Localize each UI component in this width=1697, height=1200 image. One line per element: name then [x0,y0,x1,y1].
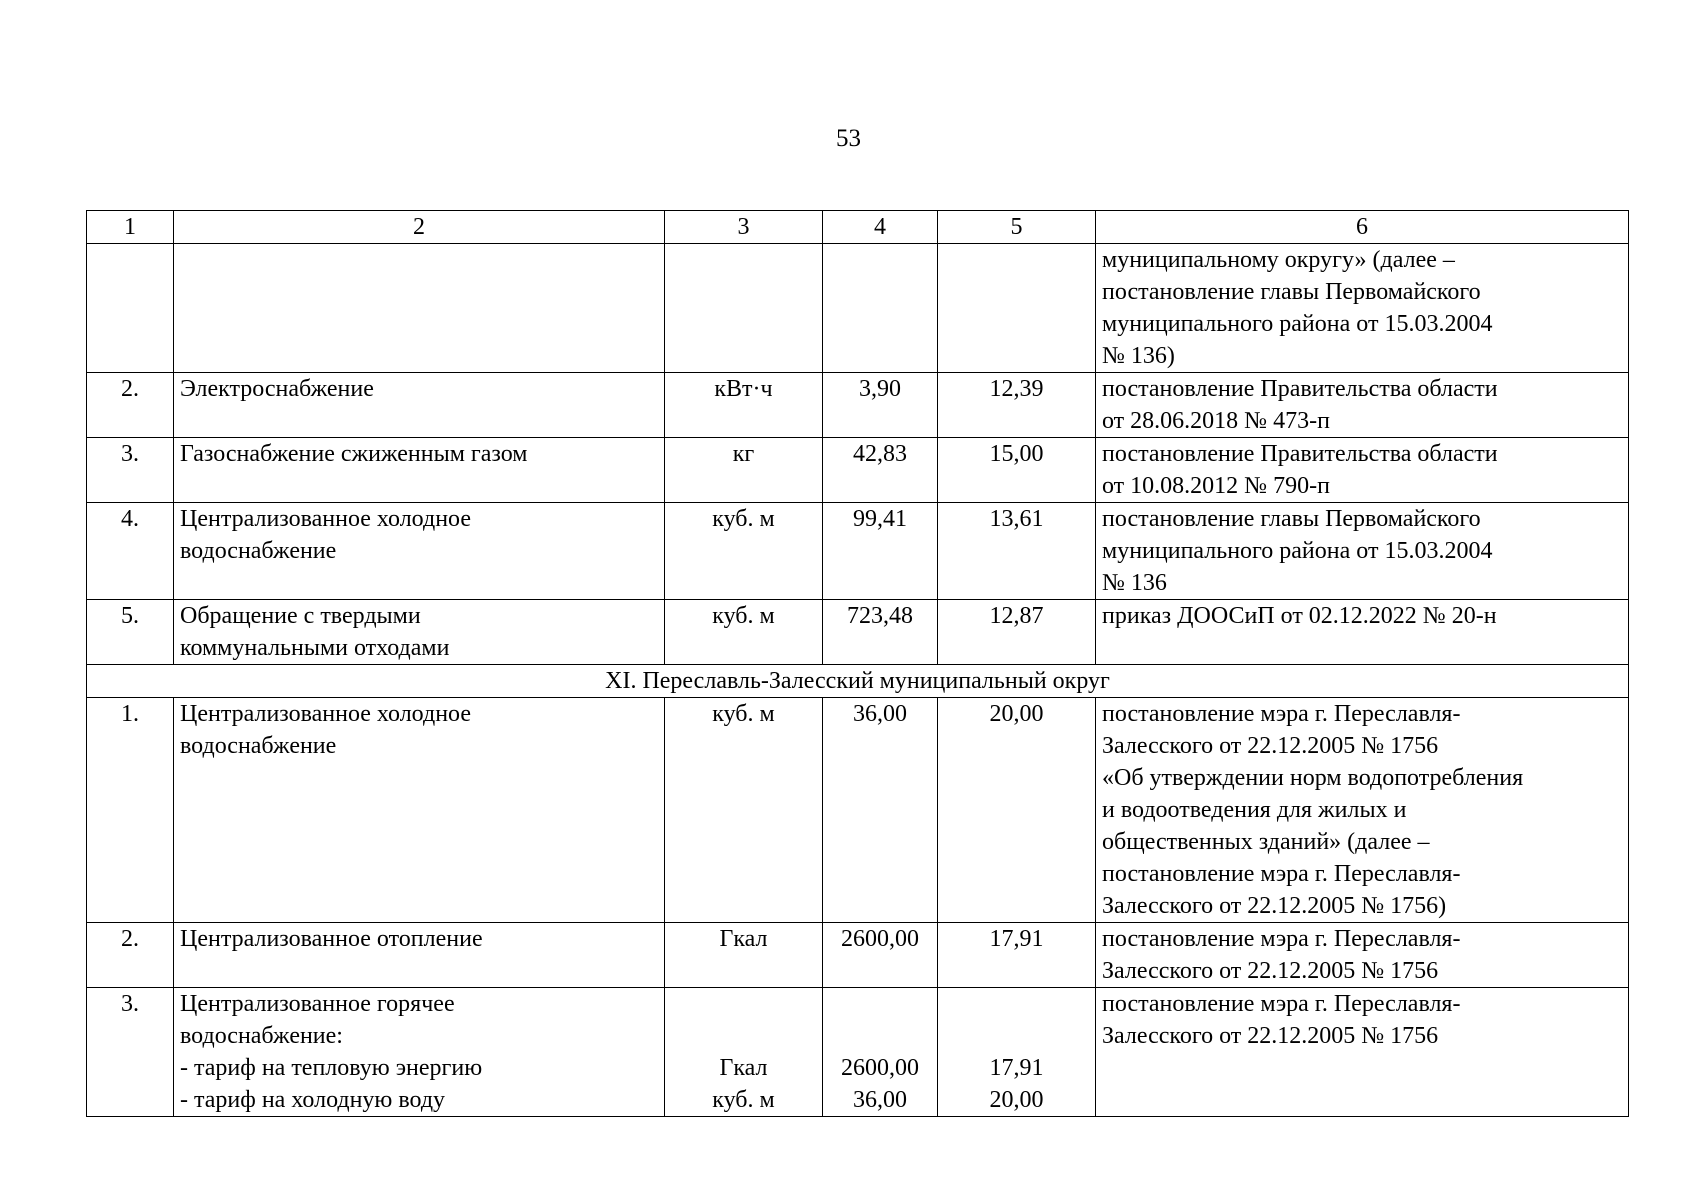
name-line: Централизованное отопление [180,926,483,952]
page-number: 53 [836,125,861,152]
header-cell: 3 [665,211,823,244]
doc-line: Залесского от 22.12.2005 № 1756 [1102,1023,1439,1049]
name-line: - тариф на холодную воду [180,1087,446,1113]
name-line: Централизованное холодное [180,701,471,727]
value4-cell [823,988,938,1117]
header-cell: 5 [938,211,1096,244]
service-name [174,698,665,923]
tariff-table [86,210,1629,1117]
doc-line: Залесского от 22.12.2005 № 1756 [1102,958,1439,984]
doc-line: Залесского от 22.12.2005 № 1756 [1102,733,1439,759]
value5-cell [938,988,1096,1117]
value4-cell: 723,48 [823,600,938,665]
value4-cell: 99,41 [823,503,938,600]
doc-line: постановление Правительства области [1102,376,1498,402]
value5-cell: 17,91 [938,923,1096,988]
name-line: водоснабжение [180,733,337,759]
doc-line: муниципального района от 15.03.2004 [1102,311,1493,337]
row-number: 2. [87,923,174,988]
doc-line: постановление Правительства области [1102,441,1498,467]
value5-cell: 12,87 [938,600,1096,665]
value-line: 2600,00 [841,1055,919,1081]
value4-cell: 36,00 [823,698,938,923]
name-line: Газоснабжение сжиженным газом [180,441,528,467]
doc-cell [1096,988,1629,1117]
doc-line: муниципального района от 15.03.2004 [1102,538,1493,564]
section-row [87,665,1629,698]
header-row [87,211,1629,244]
doc-cell [1096,244,1629,373]
table-row [87,600,1629,665]
doc-cell [1096,923,1629,988]
value5-cell: 12,39 [938,373,1096,438]
doc-line: приказ ДООСиП от 02.12.2022 № 20-н [1102,603,1497,629]
section-title: XI. Переславль-Залесский муниципальный округ [87,665,1629,698]
service-name [174,373,665,438]
doc-cell [1096,438,1629,503]
service-name [174,600,665,665]
row-number: 3. [87,438,174,503]
value4-cell: 2600,00 [823,923,938,988]
service-name [174,503,665,600]
header-cell: 1 [87,211,174,244]
value5-cell: 13,61 [938,503,1096,600]
doc-cell [1096,503,1629,600]
unit-cell: куб. м [665,698,823,923]
table-row [87,988,1629,1117]
continuation-row [87,244,1629,373]
name-line: Обращение с твердыми [180,603,421,629]
row-number: 4. [87,503,174,600]
doc-line: постановление мэра г. Переславля- [1102,991,1461,1017]
name-line: - тариф на тепловую энергию [180,1055,483,1081]
service-name [174,988,665,1117]
unit-cell: куб. м [665,600,823,665]
row-number: 2. [87,373,174,438]
value4-cell: 3,90 [823,373,938,438]
doc-line: № 136) [1102,343,1175,369]
doc-line: «Об утверждении норм водопотребления [1102,765,1524,791]
table-row [87,438,1629,503]
header-cell: 2 [174,211,665,244]
doc-line: постановление мэра г. Переславля- [1102,861,1461,887]
name-line: Электроснабжение [180,376,374,402]
name-line: Централизованное холодное [180,506,471,532]
doc-line: постановление мэра г. Переславля- [1102,926,1461,952]
doc-line: от 10.08.2012 № 790-п [1102,473,1330,499]
table-row [87,503,1629,600]
unit-line: куб. м [712,1087,775,1113]
doc-line: № 136 [1102,570,1167,596]
service-name [174,923,665,988]
row-number: 3. [87,988,174,1117]
service-name [174,438,665,503]
value-line: 17,91 [989,1055,1044,1081]
value-line: 36,00 [853,1087,907,1113]
header-cell: 4 [823,211,938,244]
doc-line: постановление главы Первомайского [1102,279,1481,305]
name-line: водоснабжение [180,538,337,564]
doc-line: постановление главы Первомайского [1102,506,1481,532]
name-line: Централизованное горячее [180,991,455,1017]
header-cell: 6 [1096,211,1629,244]
doc-line: постановление мэра г. Переславля- [1102,701,1461,727]
doc-line: и водоотведения для жилых и [1102,797,1407,823]
unit-cell: кВт·ч [665,373,823,438]
unit-cell [665,988,823,1117]
name-line: коммунальными отходами [180,635,450,661]
unit-cell: Гкал [665,923,823,988]
unit-line: Гкал [719,1055,768,1081]
row-number: 1. [87,698,174,923]
value-line: 20,00 [989,1087,1044,1113]
table-row [87,373,1629,438]
doc-line: Залесского от 22.12.2005 № 1756) [1102,893,1447,919]
doc-line: общественных зданий» (далее – [1102,829,1430,855]
unit-cell: куб. м [665,503,823,600]
value5-cell: 20,00 [938,698,1096,923]
table-row [87,923,1629,988]
value5-cell: 15,00 [938,438,1096,503]
value4-cell: 42,83 [823,438,938,503]
doc-line: муниципальному округу» (далее – [1102,247,1455,273]
name-line: водоснабжение: [180,1023,343,1049]
unit-cell: кг [665,438,823,503]
table-row [87,698,1629,923]
doc-cell [1096,373,1629,438]
doc-cell [1096,600,1629,665]
row-number: 5. [87,600,174,665]
doc-line: от 28.06.2018 № 473-п [1102,408,1330,434]
doc-cell [1096,698,1629,923]
